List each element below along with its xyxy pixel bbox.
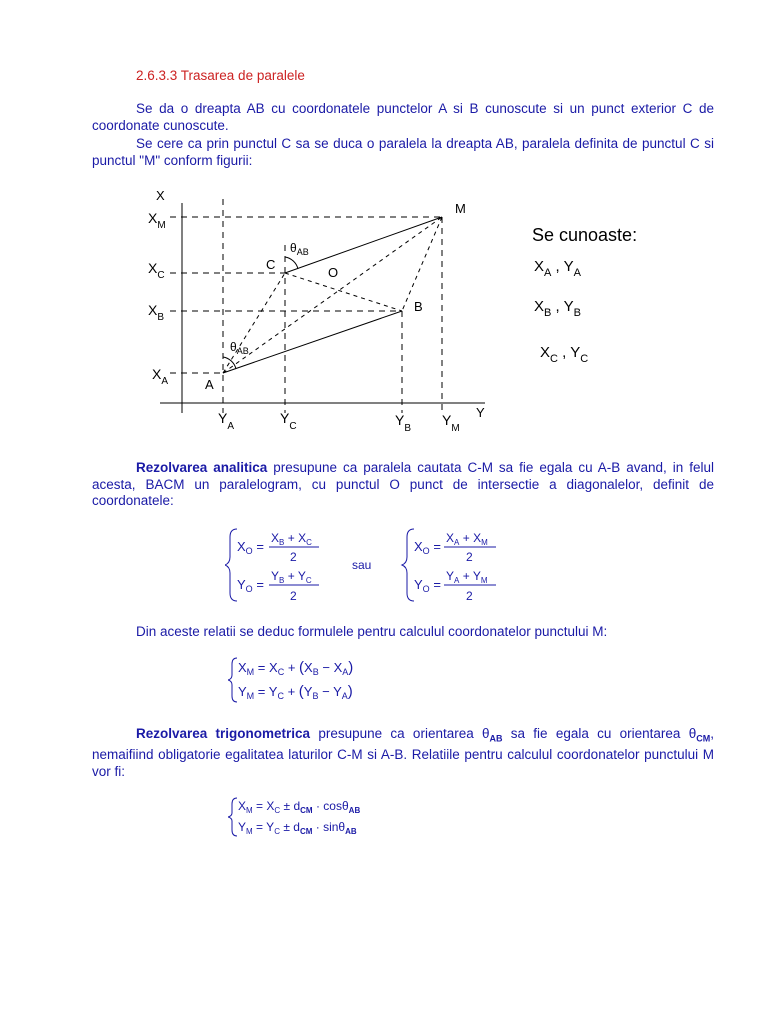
line-ab xyxy=(223,311,402,373)
trig-text-1: presupune ca orientarea xyxy=(310,726,482,741)
theta-c-label: $\theta_{AB}$ xyxy=(290,241,309,257)
eq-xo-1: $X_O$ = xyxy=(237,539,264,556)
eq-yo-2: $Y_O$ = xyxy=(414,577,441,594)
axis-y-label: Y xyxy=(476,405,485,420)
m-trig-equations xyxy=(228,795,398,839)
tick-xm: $X_M$ xyxy=(148,210,166,231)
trig-text-3: , nemaifiind obligatorie egalitatea laturilor C-M si A-B. Relatiile pentru calculul coordonatelor punctului M vor fi: xyxy=(92,726,714,779)
eq-yo-1-num: $Y_B + Y_C$ xyxy=(271,569,312,585)
eq-ym-trig: $Y_M = Y_C \pm d_{CM} \cdot \sin\theta_{AB}$ xyxy=(238,820,357,836)
known-title: Se cunoaste: xyxy=(532,225,638,245)
point-m-label: M xyxy=(455,201,466,216)
eq-xo-2-num: $X_A + X_M$ xyxy=(446,531,488,547)
trig-bold: Rezolvarea trigonometrica xyxy=(136,726,311,741)
trig-text-2: sa fie egala cu orientarea xyxy=(502,726,689,741)
eq-xo-2: $X_O$ = xyxy=(414,539,441,556)
eq-xm-analytic: $X_M = X_C + (X_B - X_A)$ xyxy=(238,659,354,677)
parallel-figure xyxy=(130,185,650,445)
eq-yo-1-den: 2 xyxy=(290,589,297,603)
intro-text: Se da o dreapta AB cu coordonatele punctelor A si B cunoscute si un punct exterior C de coordonate cunoscute. xyxy=(92,101,714,133)
known-a: $X_A$ , $Y_A$ xyxy=(534,258,581,279)
point-c-label: C xyxy=(266,257,276,272)
brace-left-4 xyxy=(228,798,237,836)
m-analytic-equations xyxy=(228,655,398,705)
eq-xo-1-den: 2 xyxy=(290,550,297,564)
eq-yo-1: $Y_O$ = xyxy=(237,577,264,594)
tick-yb: $Y_B$ xyxy=(395,412,412,434)
tick-xb: $X_B$ xyxy=(148,302,165,323)
analytic-paragraph xyxy=(92,460,714,510)
brace-left-2 xyxy=(402,529,414,601)
point-b-label: B xyxy=(414,299,423,314)
theta-ab-symbol: $\theta_{AB}$ xyxy=(482,726,503,744)
brace-left-1 xyxy=(225,529,237,601)
eq-xm-trig: $X_M = X_C \pm d_{CM} \cdot \cos\theta_{AB}$ xyxy=(238,799,361,815)
eq-yo-2-den: 2 xyxy=(466,589,473,603)
diagonal-cb xyxy=(285,273,402,311)
eq-xo-2-den: 2 xyxy=(466,550,473,564)
section-heading: 2.6.3.3 Trasarea de paralele xyxy=(136,68,305,83)
point-a-label: A xyxy=(205,377,214,392)
known-b: $X_B$ , $Y_B$ xyxy=(534,298,581,319)
task-paragraph xyxy=(92,136,714,169)
line-mb xyxy=(402,217,442,311)
eq-yo-2-num: $Y_A + Y_M$ xyxy=(446,569,488,585)
theta-cm-symbol: $\theta_{CM}$ xyxy=(688,726,711,744)
line-cm xyxy=(285,217,442,273)
line-ac xyxy=(223,273,285,373)
trig-paragraph xyxy=(92,726,714,780)
diagonal-am xyxy=(223,217,442,373)
axis-x-label: X xyxy=(156,188,165,203)
point-o-label: O xyxy=(328,265,339,280)
eq-ym-analytic: $Y_M = Y_C + (Y_B - Y_A)$ xyxy=(238,683,353,701)
derive-sentence: Din aceste relatii se deduc formulele pentru calculul coordonatelor punctului M: xyxy=(136,624,608,639)
known-c: $X_C$ , $Y_C$ xyxy=(540,344,589,365)
tick-ym: $Y_M$ xyxy=(442,412,460,434)
sau-label: sau xyxy=(352,558,372,572)
analytic-bold: Rezolvarea analitica xyxy=(136,460,268,475)
theta-a-label: $\theta_{AB}$ xyxy=(230,340,249,356)
tick-xa: $X_A$ xyxy=(152,366,169,387)
tick-xc: $X_C$ xyxy=(148,260,165,281)
analytic-rest: presupune ca paralela cautata C-M sa fie egala cu A-B avand, in felul acesta, BACM un paralelogram, cu punctul O punct de intersectie a diagonalelor, definit de coordonatele: xyxy=(92,460,714,508)
intro-paragraph xyxy=(92,101,714,134)
task-text: Se cere ca prin punctul C sa se duca o paralela la dreapta AB, paralela definita de punctul C si punctul "M" conform figurii: xyxy=(92,136,714,168)
tick-ya: $Y_A$ xyxy=(218,410,235,432)
brace-left-3 xyxy=(228,658,237,702)
eq-xo-1-num: $X_B + X_C$ xyxy=(271,531,312,547)
angle-arc-c xyxy=(285,257,298,269)
midpoint-equations xyxy=(225,525,515,605)
tick-yc: $Y_C$ xyxy=(280,410,297,432)
